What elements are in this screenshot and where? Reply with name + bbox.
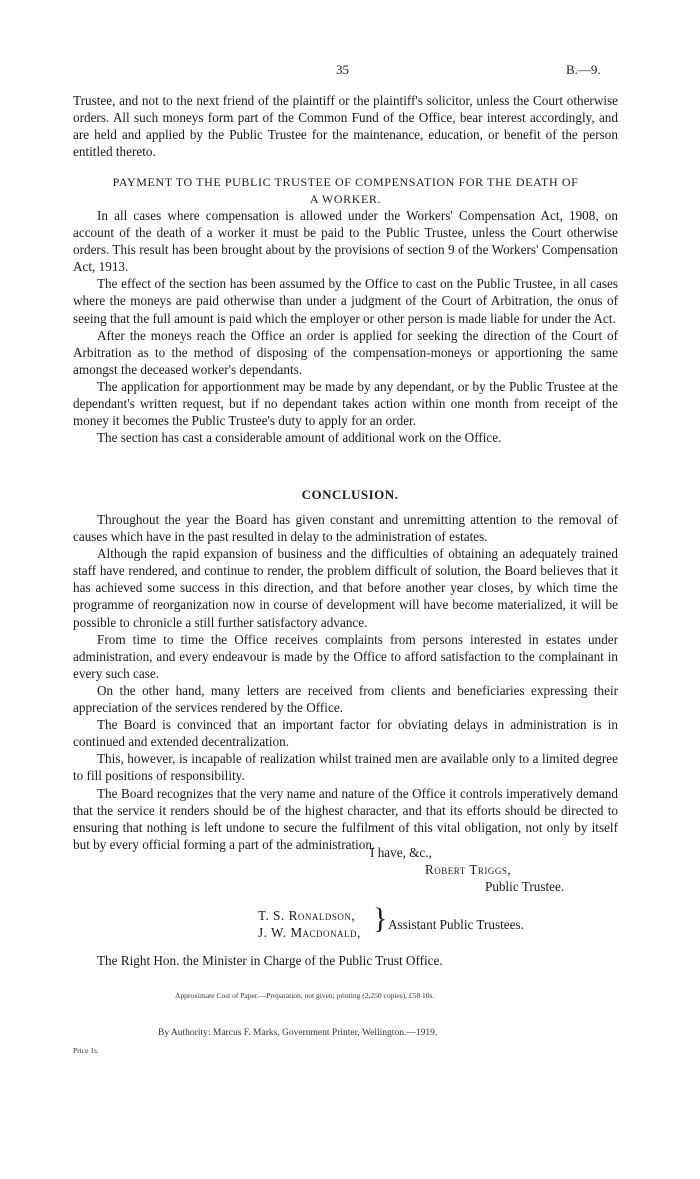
paragraph: This, however, is incapable of realization whilst trained men are available only to a limited degree to fill positions of responsibility. [73, 751, 618, 784]
assistant-signatory-2: J. W. Macdonald, [258, 925, 361, 940]
price-note: Price 1s. [73, 1046, 99, 1055]
paragraph: The section has cast a considerable amount of additional work on the Office. [97, 430, 502, 446]
printing-cost-note: Approximate Cost of Paper.—Preparation, not given; printing (2,250 copies), £58 10s. [175, 991, 435, 1000]
document-reference: B.—9. [566, 62, 601, 77]
intro-paragraph: Trustee, and not to the next friend of the plaintiff or the plaintiff's solicitor, unless the Court otherwise orders. All such moneys form part of the Common Fund of the Office, bear interest accordingly, and are held and applied by the Public Trustee for the maintenance, education, or benefit of the person entitled thereto. [73, 93, 618, 160]
paragraph: The application for apportionment may be made by any dependant, or by the Public Trustee at the dependant's written request, but if no dependant takes action within one month from receipt of the money it becomes the Public Trustee's duty to apply for an order. [73, 378, 618, 429]
section-heading-compensation [73, 174, 618, 208]
paragraph: The effect of the section has been assumed by the Office to cast on the Public Trustee, in all cases where the moneys are paid otherwise than under a judgment of the Court of Arbitration, the onus of seeing that the full amount is paid which the employer or other person is made liable for under the Act. [73, 276, 618, 326]
addressee: The Right Hon. the Minister in Charge of the Public Trust Office. [97, 953, 443, 968]
conclusion-body [73, 511, 618, 853]
signoff-greeting: I have, &c., [370, 845, 432, 860]
paragraph: The Board is convinced that an important factor for obviating delays in administration is in continued and extended decentralization. [73, 717, 618, 750]
paragraph: From time to time the Office receives complaints from persons interested in estates under administration, and every endeavour is made by the Office to afford satisfaction to the complainant in every such case. [73, 631, 618, 681]
intro-paragraph-block [73, 92, 618, 160]
paragraph: In all cases where compensation is allowed under the Workers' Compensation Act, 1908, on account of the death of a worker it must be paid to the Public Trustee, unless the Court otherwise orders. This result has been brought about by the provisions of section 9 of the Workers' Compensation Act, 1913. [73, 208, 618, 275]
conclusion-heading: CONCLUSION. [301, 487, 399, 502]
section-compensation-body [73, 207, 618, 446]
brace-icon: } [373, 902, 388, 935]
printer-authority: By Authority: Marcus F. Marks, Government Printer, Wellington.—1919. [158, 1028, 438, 1038]
paragraph: Although the rapid expansion of business and the difficulties of obtaining an adequately trained staff have rendered, and continue to render, the problem difficult of solution, the Board believes that it has achieved some success in this direction, and that before another year closes, by which time the programme of reorganization now in course of development will have become materialized, it will be possible to chronicle a still further satisfactory advance. [73, 546, 618, 630]
signatory-title: Public Trustee. [485, 879, 565, 894]
signatory-name: Robert Triggs, [425, 862, 512, 877]
paragraph: The Board recognizes that the very name and nature of the Office it controls imperatively demand that the service it renders should be of the highest character, and that its efforts should be directed to ensuring that nothing is left undone to secure the fulfilment of this vital obligation, not only by itself but by every official forming a part of the administration. [73, 785, 618, 852]
page-number: 35 [336, 62, 349, 77]
paragraph: On the other hand, many letters are received from clients and beneficiaries expressing their appreciation of the services rendered by the Office. [73, 682, 618, 716]
assistant-title: Assistant Public Trustees. [388, 917, 524, 932]
assistant-signatory-1: T. S. Ronaldson, [258, 908, 356, 923]
section-heading-line1: PAYMENT TO THE PUBLIC TRUSTEE OF COMPENSATION FOR THE DEATH OF [112, 175, 579, 189]
paragraph: Throughout the year the Board has given constant and unremitting attention to the removal of causes which have in the past resulted in delay to the administration of estates. [73, 512, 618, 545]
paragraph: After the moneys reach the Office an order is applied for seeking the direction of the Court of Arbitration as to the method of disposing of the compensation-moneys or apportioning the same amongst the deceased worker's dependants. [73, 327, 618, 377]
section-heading-line2: A WORKER. [309, 192, 382, 206]
